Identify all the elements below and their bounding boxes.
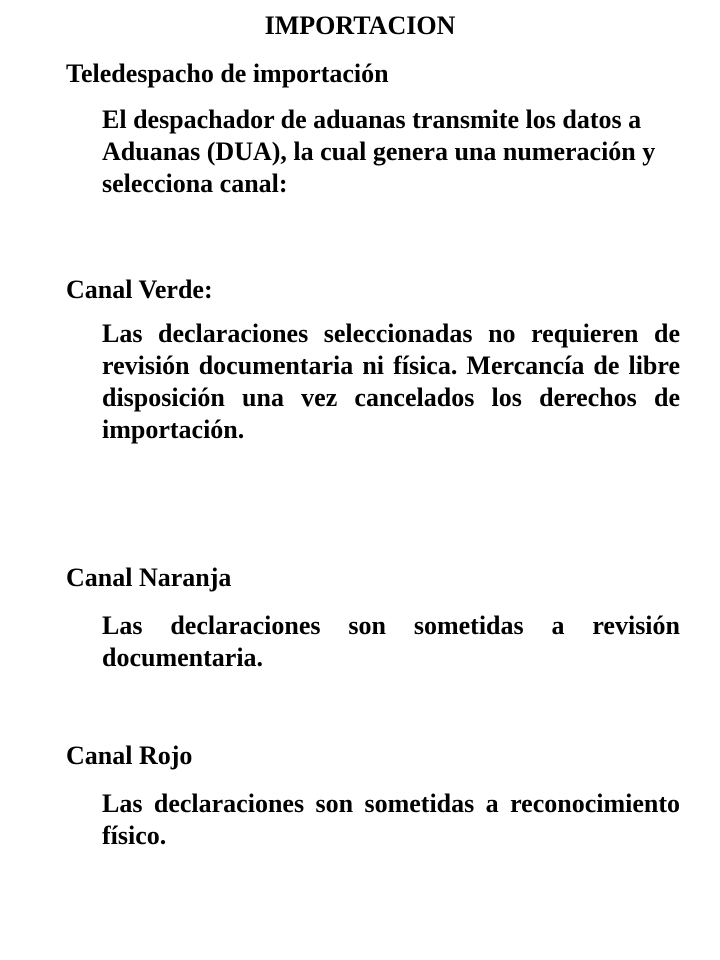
section-text-canal-naranja: Las declaraciones son sometidas a revisión documentaria. <box>102 611 680 672</box>
section-heading-canal-naranja: Canal Naranja <box>66 563 232 592</box>
section-heading-teledespacho: Teledespacho de importación <box>66 59 389 88</box>
page-title: IMPORTACION <box>264 11 456 40</box>
section-text-teledespacho: El despachador de aduanas transmite los datos a Aduanas (DUA), la cual genera una numeración y selecciona canal: <box>102 105 656 198</box>
section-heading-canal-rojo: Canal Rojo <box>66 741 193 770</box>
section-text-canal-verde: Las declaraciones seleccionadas no requieren de revisión documentaria ni física. Mercancía de libre disposición una vez cancelados los derechos de importación. <box>102 319 680 444</box>
section-text-canal-rojo: Las declaraciones son sometidas a reconocimiento físico. <box>102 789 680 850</box>
section-heading-canal-verde: Canal Verde: <box>66 275 213 304</box>
